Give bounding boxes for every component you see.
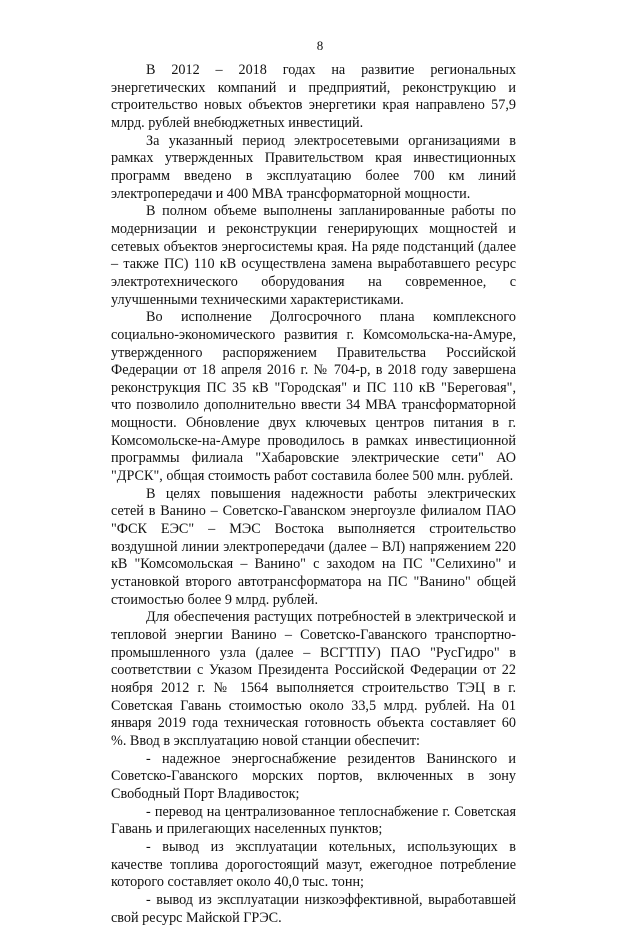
paragraph-grid-organizations: За указанный период электросетевыми организациями в рамках утвержденных Правительством края инвестиционных программ введено в эксплуатацию более 700 км линий электропередачи и 400 МВА трансформаторной мощности. — [111, 132, 516, 202]
list-item-boiler-decommission: - вывод из эксплуатации котельных, использующих в качестве топлива дорогостоящий мазут, ежегодное потребление которого составляет около 40,0 тыс. тонн; — [111, 838, 516, 891]
paragraph-tec-construction: Для обеспечения растущих потребностей в электрической и тепловой энергии Ванино – Советско-Гаванского транспортно-промышленного узла (далее – ВСГТПУ) ПАО "РусГидро" в соответствии с Указом Президента Российской Федерации от 22 ноября 2012 г. № 1564 выполняется строительство ТЭЦ в г. Советская Гавань стоимостью около 33,5 млрд. рублей. На 01 января 2019 года техническая готовность объекта составляет 60 %. Ввод в эксплуатацию новой станции обеспечит: — [111, 609, 516, 749]
page-number: 8 — [316, 38, 324, 53]
document-body — [111, 62, 516, 927]
paragraph-modernization: В полном объеме выполнены запланированные работы по модернизации и реконструкции генерирующих мощностей и сетевых объектов энергосистемы края. На ряде подстанций (далее – также ПС) 110 кВ осуществлена замена выработавшего ресурс электротехнического оборудования на современное, с улучшенными техническими характеристиками. — [111, 203, 516, 308]
paragraph-vanino-reliability: В целях повышения надежности работы электрических сетей в Ванино – Советско-Гаванском энергоузле филиалом ПАО "ФСК ЕЭС" – МЭС Востока выполняется строительство воздушной линии электропередачи (далее – ВЛ) напряжением 220 кВ "Комсомольская – Ванино" с заходом на ПС "Селихино" и установкой второго автотрансформатора на ПС "Ванино" общей стоимостью более 9 млрд. рублей. — [111, 485, 516, 608]
paragraph-investments: В 2012 – 2018 годах на развитие региональных энергетических компаний и предприятий, реконструкцию и строительство новых объектов энергетики края направлено 57,9 млрд. рублей внебюджетных инвестиций. — [111, 62, 516, 131]
list-item-port-supply: - надежное энергоснабжение резидентов Ванинского и Советско-Гаванского морских портов, включенных в зону Свободный Порт Владивосток; — [111, 750, 516, 802]
paragraph-komsomolsk-plan: Во исполнение Долгосрочного плана комплексного социально-экономического развития г. Комсомольска-на-Амуре, утвержденного распоряжением Правительства Российской Федерации от 18 апреля 2016 г. № 704-р, в 2018 году завершена реконструкция ПС 35 кВ "Городская" и ПС 110 кВ "Береговая", что позволило дополнительно ввести 34 МВА трансформаторной мощности. Обновление двух ключевых центров питания в г. Комсомольске-на-Амуре проводилось в рамках инвестиционной программы филиала "Хабаровские электрические сети" АО "ДРСК", общая стоимость работ составила более 500 млн. рублей. — [111, 309, 516, 485]
list-item-gres-decommission: - вывод из эксплуатации низкоэффективной, выработавшей свой ресурс Майской ГРЭС. — [111, 891, 516, 926]
list-item-heat-supply: - перевод на централизованное теплоснабжение г. Советская Гавань и прилегающих населенных пунктов; — [111, 803, 516, 838]
